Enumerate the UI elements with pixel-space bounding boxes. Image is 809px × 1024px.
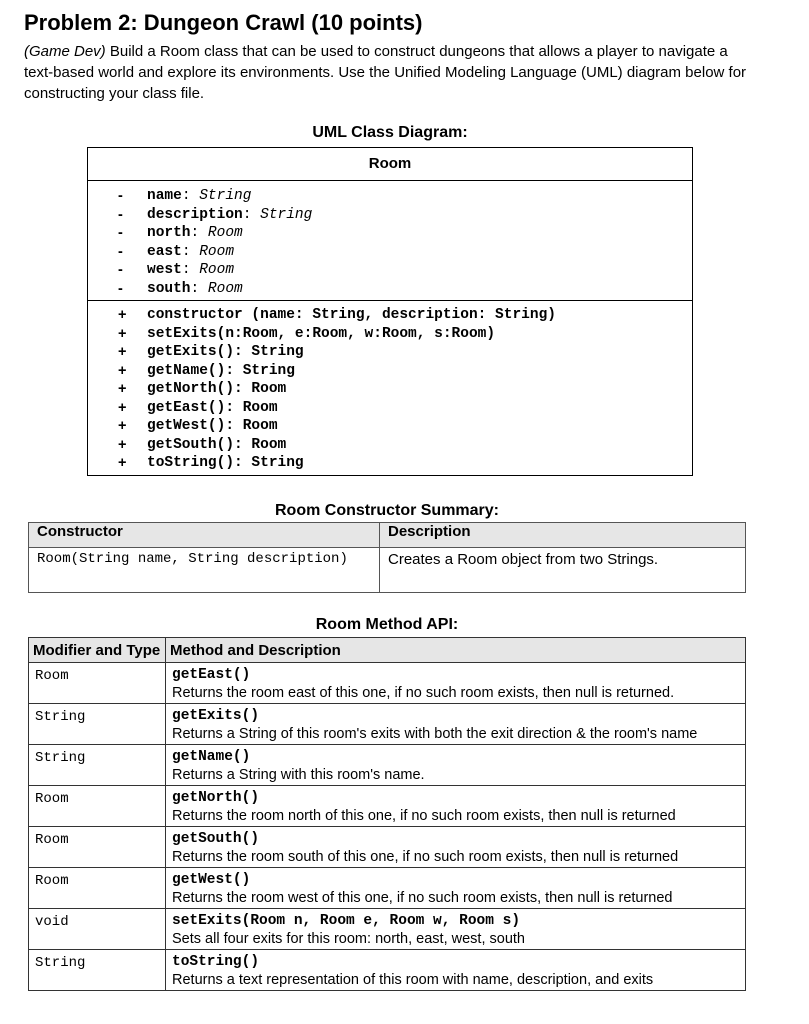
table-row [29, 786, 746, 827]
visibility-public-symbol: + [118, 325, 127, 342]
method-name: getEast() [172, 667, 251, 683]
table-row [29, 827, 746, 868]
method-description: Returns a String with this room's name. [172, 767, 425, 783]
constructor-description: Creates a Room object from two Strings. [380, 548, 746, 593]
intro-paragraph [24, 41, 754, 104]
visibility-public-symbol: + [118, 344, 127, 360]
return-type: void [29, 909, 166, 950]
uml-method-signature: constructor (name: String, description: String) [147, 307, 556, 323]
uml-method [88, 343, 692, 362]
constructor-section-title: Room Constructor Summary: [274, 502, 500, 519]
uml-method-signature: getName(): String [147, 362, 295, 379]
method-description: Returns a String of this room's exits with both the exit direction & the room's name [172, 726, 698, 742]
attribute-type: String [260, 206, 313, 223]
uml-attribute [88, 243, 692, 262]
intro-text: Build a Room class that can be used to construct dungeons that allows a player to navigate a text-based world and explore its environments. Use the Unified Modeling Language (UML) diagram below for constructing your class file. [24, 43, 747, 102]
attribute-type: Room [199, 243, 235, 260]
uml-method [88, 454, 692, 473]
constructor-col-header: Constructor [29, 523, 380, 548]
table-row [29, 909, 746, 950]
uml-method [88, 436, 692, 455]
return-type: String [29, 704, 166, 745]
uml-attribute-text: name: String [147, 188, 252, 204]
uml-class-name: Room [88, 148, 692, 181]
visibility-private-symbol: - [118, 225, 123, 241]
table-header-row [29, 638, 746, 663]
attribute-type: Room [207, 280, 243, 297]
uml-method-signature: setExits(n:Room, e:Room, w:Room, s:Room) [147, 325, 496, 342]
uml-method-signature: getExits(): String [147, 344, 304, 360]
table-row [29, 548, 746, 593]
method-cell [166, 868, 746, 909]
uml-attribute-text: west: Room [147, 262, 235, 278]
visibility-public-symbol: + [118, 381, 127, 397]
uml-method [88, 417, 692, 436]
uml-class-diagram [87, 147, 693, 476]
method-col-header: Method and Description [166, 638, 746, 663]
method-description: Returns the room east of this one, if no such room exists, then null is returned. [172, 685, 675, 701]
uml-method-signature: toString(): String [147, 455, 304, 471]
table-row [29, 868, 746, 909]
attribute-type: Room [207, 225, 243, 241]
method-name: toString() [172, 954, 260, 970]
uml-method [88, 306, 692, 325]
attribute-type: Room [199, 262, 235, 278]
return-type: Room [29, 663, 166, 704]
uml-attribute-text: east: Room [147, 243, 235, 260]
attribute-name: south [147, 280, 191, 297]
attribute-name: description [147, 206, 243, 223]
uml-section-title: UML Class Diagram: [312, 124, 468, 141]
page-title: Problem 2: Dungeon Crawl (10 points) [24, 10, 423, 35]
visibility-private-symbol: - [118, 188, 123, 204]
visibility-public-symbol: + [118, 362, 127, 379]
method-name: getExits() [172, 708, 260, 724]
visibility-private-symbol: - [118, 206, 123, 223]
table-header-row [29, 523, 746, 548]
uml-method [88, 362, 692, 381]
method-description: Sets all four exits for this room: north, east, west, south [172, 931, 525, 947]
method-cell [166, 909, 746, 950]
method-cell [166, 745, 746, 786]
attribute-name: name [147, 188, 182, 204]
method-description: Returns a text representation of this room with name, description, and exits [172, 972, 654, 988]
uml-method [88, 325, 692, 344]
visibility-private-symbol: - [118, 262, 123, 278]
return-type: String [29, 950, 166, 991]
method-description: Returns the room south of this one, if no such room exists, then null is returned [172, 849, 679, 865]
uml-method-signature: getSouth(): Room [147, 436, 287, 453]
attribute-name: west [147, 262, 182, 278]
uml-attribute-text: north: Room [147, 225, 243, 241]
method-cell [166, 950, 746, 991]
constructor-summary-table [28, 522, 746, 593]
method-name: getSouth() [172, 831, 260, 847]
return-type: Room [29, 827, 166, 868]
visibility-private-symbol: - [118, 280, 123, 297]
uml-attribute [88, 261, 692, 280]
constructor-signature: Room(String name, String description) [29, 548, 380, 593]
description-col-header: Description [380, 523, 746, 548]
uml-method [88, 399, 692, 418]
uml-method-signature: getNorth(): Room [147, 381, 287, 397]
uml-attributes [88, 181, 692, 301]
method-name: getName() [172, 749, 251, 765]
return-type: String [29, 745, 166, 786]
visibility-public-symbol: + [118, 399, 127, 416]
visibility-public-symbol: + [118, 436, 127, 453]
attribute-type: String [199, 188, 252, 204]
method-cell [166, 786, 746, 827]
return-type: Room [29, 868, 166, 909]
method-description: Returns the room north of this one, if no such room exists, then null is returned [172, 808, 676, 824]
api-section-title: Room Method API: [315, 616, 459, 633]
table-row [29, 745, 746, 786]
method-name: setExits(Room n, Room e, Room w, Room s) [172, 913, 521, 929]
return-type: Room [29, 786, 166, 827]
uml-method [88, 380, 692, 399]
table-row [29, 950, 746, 991]
method-description: Returns the room west of this one, if no such room exists, then null is returned [172, 890, 673, 906]
visibility-private-symbol: - [118, 243, 123, 260]
uml-attribute [88, 206, 692, 225]
intro-tag: (Game Dev) [24, 43, 106, 60]
method-cell [166, 704, 746, 745]
visibility-public-symbol: + [118, 455, 127, 471]
uml-attribute [88, 187, 692, 206]
visibility-public-symbol: + [118, 418, 127, 434]
uml-attribute [88, 280, 692, 299]
attribute-name: north [147, 225, 191, 241]
uml-attribute-text: description: String [147, 206, 313, 223]
visibility-public-symbol: + [118, 307, 127, 323]
uml-methods [88, 301, 692, 473]
method-cell [166, 827, 746, 868]
method-cell [166, 663, 746, 704]
uml-method-signature: getWest(): Room [147, 418, 278, 434]
method-api-table [28, 637, 746, 991]
method-name: getNorth() [172, 790, 260, 806]
method-name: getWest() [172, 872, 251, 888]
table-row [29, 704, 746, 745]
uml-attribute [88, 224, 692, 243]
attribute-name: east [147, 243, 182, 260]
uml-attribute-text: south: Room [147, 280, 243, 297]
type-col-header: Modifier and Type [29, 638, 166, 663]
table-row [29, 663, 746, 704]
uml-method-signature: getEast(): Room [147, 399, 278, 416]
